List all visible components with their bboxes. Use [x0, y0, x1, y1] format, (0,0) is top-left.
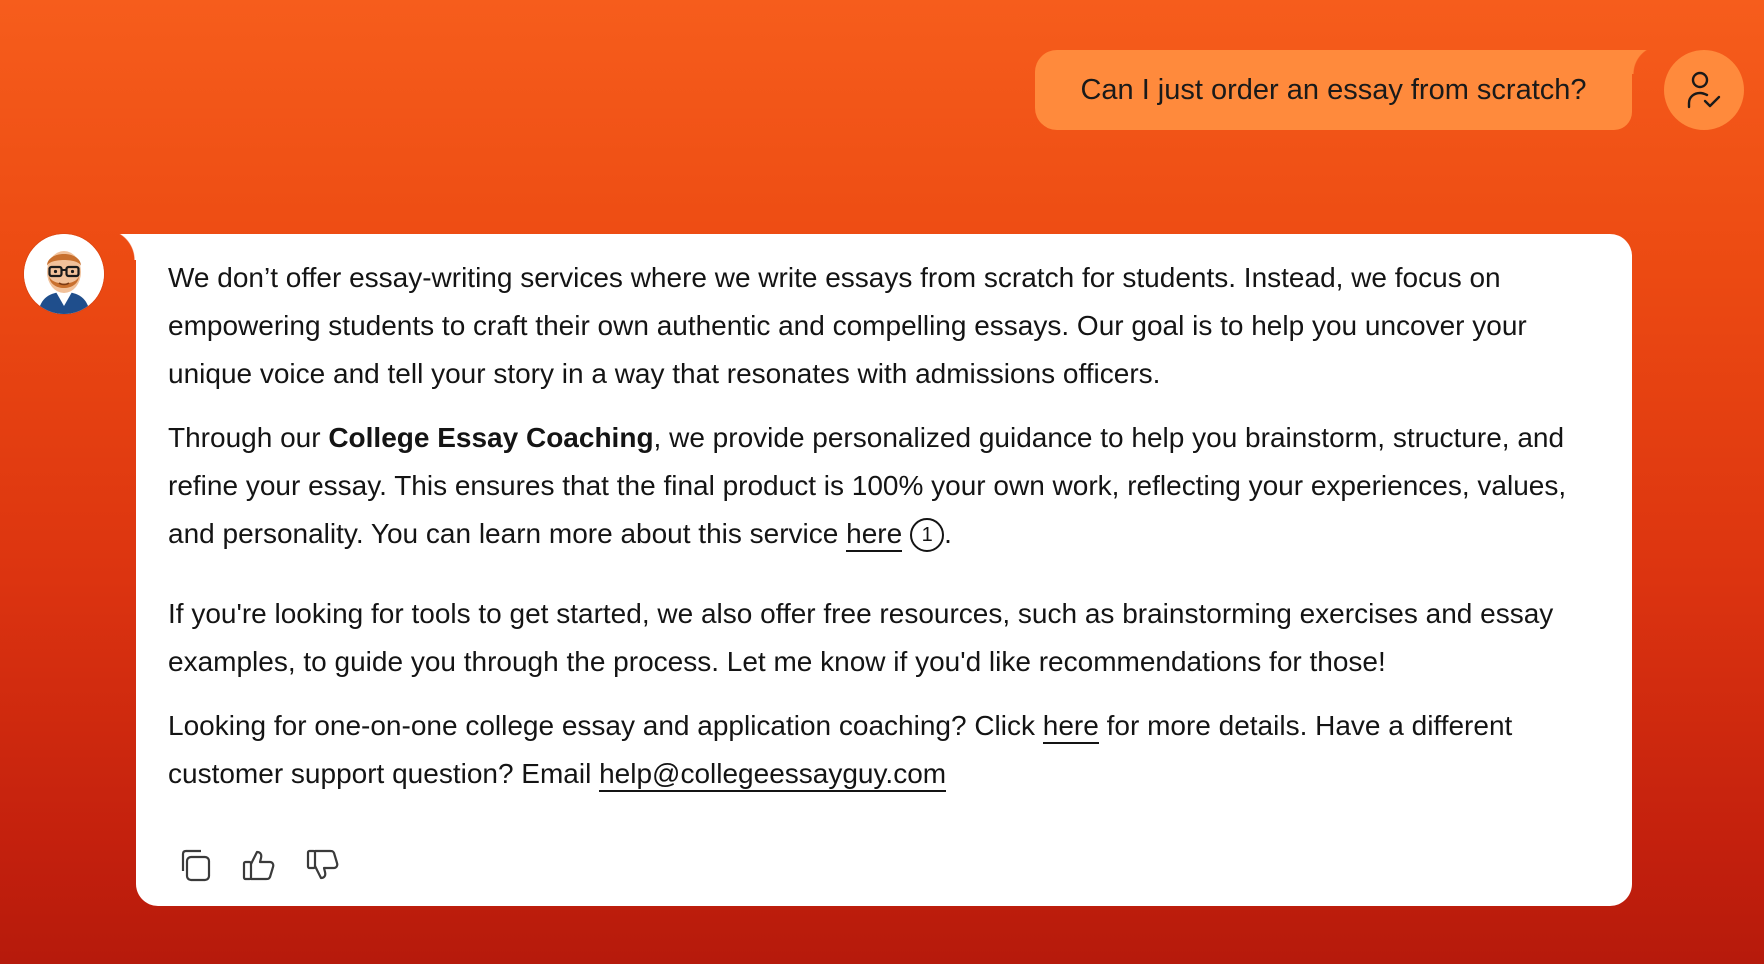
bot-avatar — [24, 234, 104, 314]
bot-paragraph-3: If you're looking for tools to get started, we also offer free resources, such as brainstorming exercises and essay examples, to guide you through the process. Let me know if you'd like recommendations for those! — [168, 598, 1554, 677]
coaching-details-link[interactable]: here — [1043, 710, 1099, 744]
copy-button[interactable] — [176, 846, 214, 884]
thumbs-up-button[interactable] — [240, 846, 278, 884]
paragraph-2-suffix: , we provide personalized guidance to help you brainstorm, structure, and refine your essay. This ensures that the final product is 100% your own work, reflecting your experiences, values, and personality. You can learn more about this service — [168, 422, 1567, 549]
thumbs-down-icon — [305, 847, 341, 883]
citation-badge[interactable]: 1 — [910, 518, 944, 552]
message-actions — [176, 846, 342, 884]
bot-message-card — [136, 234, 1632, 906]
thumbs-up-icon — [241, 847, 277, 883]
paragraph-2-prefix: Through our — [168, 422, 329, 453]
user-check-icon — [1686, 70, 1722, 110]
bot-paragraph-4 — [168, 702, 1592, 798]
cartoon-avatar — [24, 234, 104, 314]
coaching-info-link[interactable]: here — [846, 518, 902, 552]
support-email-link[interactable]: help@collegeessayguy.com — [599, 758, 946, 792]
bot-paragraph-1: We don’t offer essay-writing services where we write essays from scratch for students. Instead, we focus on empowering students to craft their own authentic and compelling essays. Our goal is to help you uncover your unique voice and tell your story in a way that resonates with admissions officers. — [168, 262, 1527, 389]
paragraph-4-prefix: Looking for one-on-one college essay and application coaching? Click — [168, 710, 1043, 741]
paragraph-2-end: . — [944, 518, 952, 549]
user-avatar — [1664, 50, 1744, 130]
bot-paragraph-2 — [168, 414, 1592, 558]
copy-icon — [177, 847, 213, 883]
thumbs-down-button[interactable] — [304, 846, 342, 884]
paragraph-4-middle: for more details. Have a different customer support question? Email — [168, 710, 1513, 789]
user-message-bubble — [1035, 50, 1632, 130]
user-message-text: Can I just order an essay from scratch? — [1080, 73, 1587, 106]
coaching-service-name: College Essay Coaching — [328, 422, 654, 453]
